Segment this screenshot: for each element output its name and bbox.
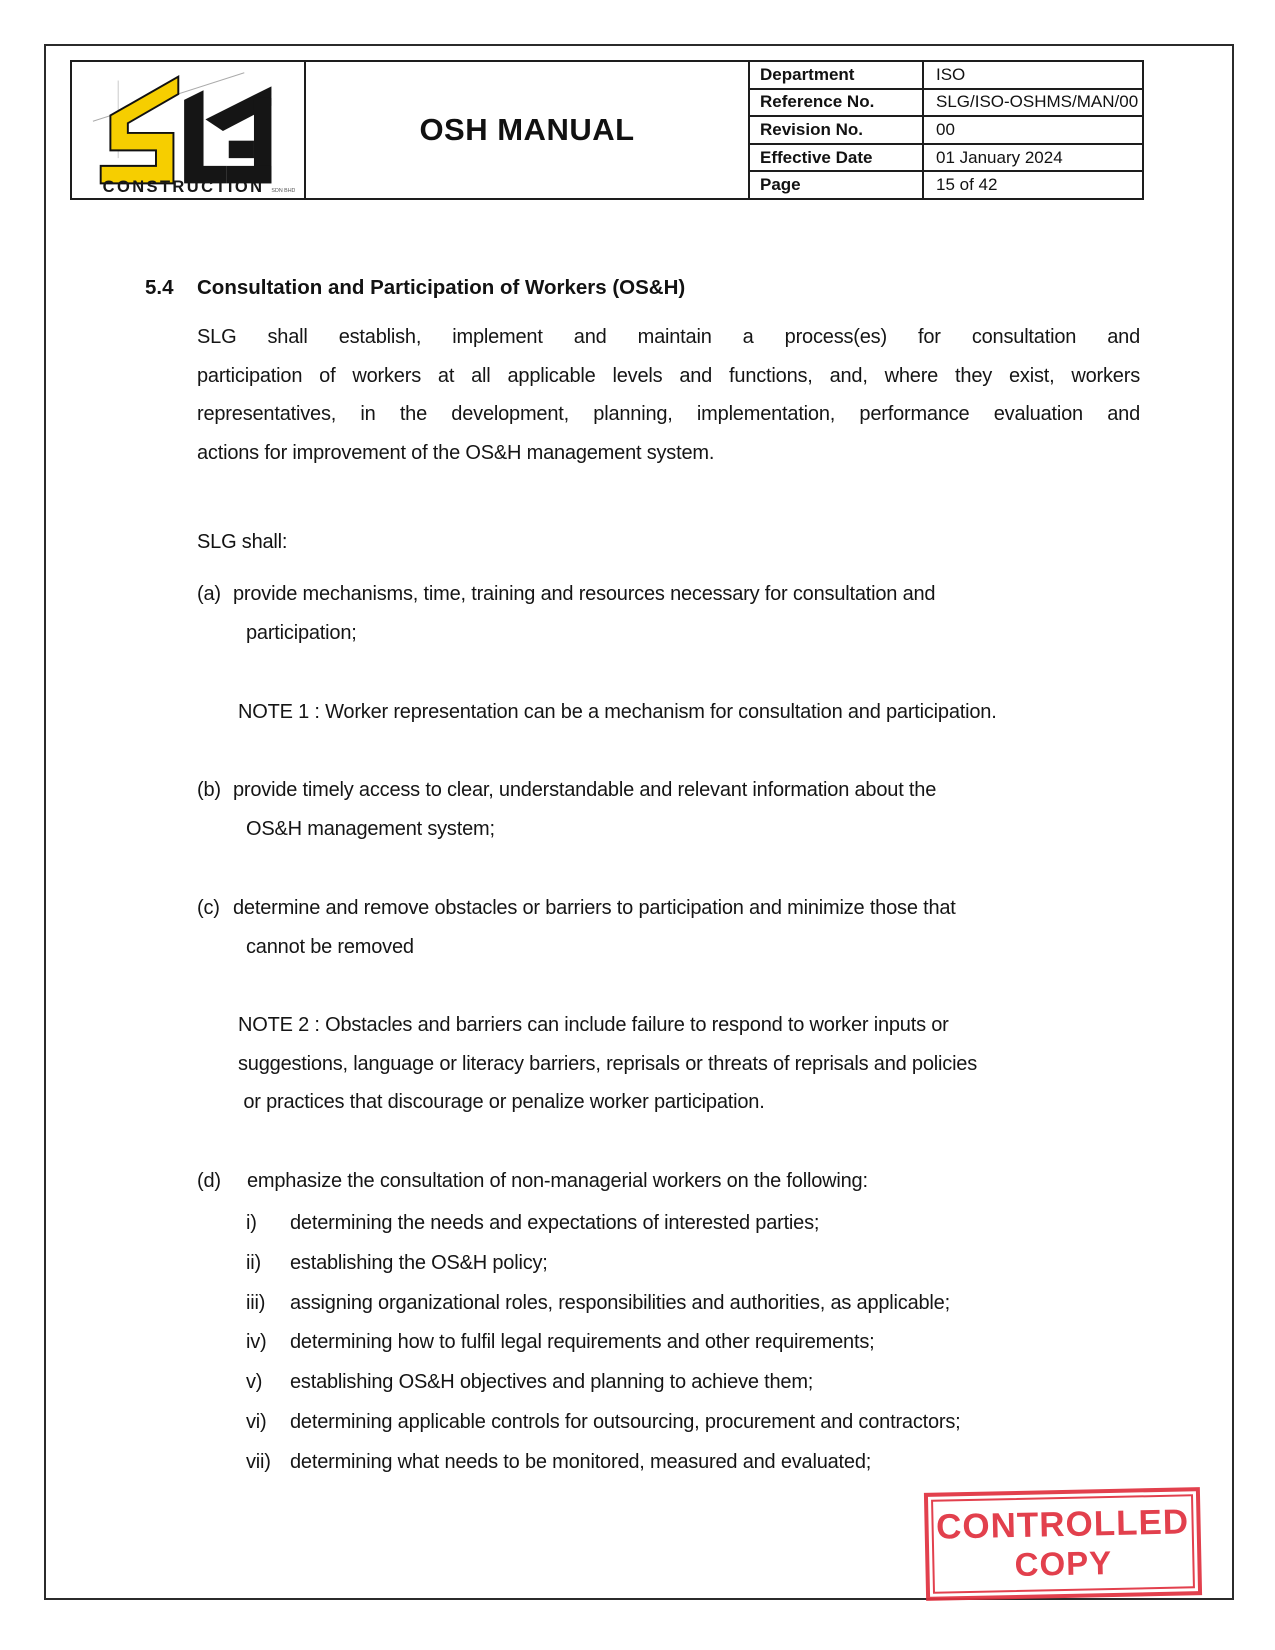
info-row-department [750, 62, 1142, 90]
stamp-inner-border [931, 1494, 1195, 1593]
sub-list-marker: i) [246, 1212, 257, 1234]
list-marker: (b) [197, 779, 221, 801]
note-line: NOTE 1 : Worker representation can be a mechanism for consultation and participation. [238, 701, 997, 723]
paragraph-line: participation of workers at all applicable levels and functions, and, where they exist, workers [197, 364, 1140, 387]
note-1 [238, 693, 997, 732]
sub-list-marker: iv) [246, 1331, 267, 1354]
sub-list-item [246, 1284, 961, 1324]
list-item-line: OS&H management system; [246, 817, 495, 840]
info-row-effective-date [750, 145, 1142, 173]
document-info-table [750, 62, 1142, 198]
note-2 [238, 1006, 977, 1122]
note-line: or practices that discourage or penalize worker participation. [238, 1091, 765, 1114]
list-item-line: determine and remove obstacles or barriers to participation and minimize those that [233, 897, 956, 919]
sub-list-text: establishing the OS&H policy; [290, 1251, 548, 1274]
sub-list-marker: vi) [246, 1410, 267, 1433]
info-label: Effective Date [750, 145, 924, 171]
list-marker: (a) [197, 583, 221, 605]
info-value: 15 of 42 [936, 175, 998, 195]
stamp-text-line2: COPY [1014, 1543, 1113, 1584]
list-item-line: cannot be removed [246, 935, 414, 958]
controlled-copy-stamp [924, 1487, 1202, 1601]
sub-list-item [246, 1443, 961, 1483]
info-row-reference-no [750, 90, 1142, 118]
sub-list-item [246, 1363, 961, 1403]
info-value: SLG/ISO-OSHMS/MAN/00 [936, 92, 1139, 112]
logo-suffix-text: SDN BHD [271, 188, 295, 195]
sub-list-item [246, 1244, 961, 1284]
section-heading [145, 276, 685, 300]
info-row-revision-no [750, 117, 1142, 145]
logo-construction-text: CONSTRUCTION [102, 178, 265, 195]
sub-list-text: assigning organizational roles, responsibilities and authorities, as applicable; [290, 1291, 950, 1314]
list-item-d [197, 1162, 868, 1201]
sub-list-item [246, 1204, 961, 1244]
sub-list-marker: v) [246, 1371, 263, 1394]
logo-letter-l-shape [184, 90, 227, 183]
sub-list-text: determining how to fulfil legal requirements and other requirements; [290, 1331, 875, 1354]
sub-list-text: determining applicable controls for outsourcing, procurement and contractors; [290, 1410, 961, 1433]
logo-letter-g-crossbar-shape [229, 141, 254, 158]
list-item-line: provide mechanisms, time, training and resources necessary for consultation and [233, 583, 936, 605]
stamp-text-line1: CONTROLLED [935, 1502, 1190, 1547]
section-title: Consultation and Participation of Workers (OS&H) [197, 276, 686, 299]
header-table [70, 60, 1144, 200]
info-label: Revision No. [750, 117, 924, 143]
info-label: Department [750, 62, 924, 88]
paragraph-line: SLG shall establish, implement and maintain a process(es) for consultation and [197, 326, 1140, 348]
note-line: suggestions, language or literacy barriers, reprisals or threats of reprisals and policies [238, 1052, 978, 1075]
list-marker: (c) [197, 897, 220, 919]
roman-sub-list [246, 1204, 961, 1483]
list-item-line: provide timely access to clear, understandable and relevant information about the [233, 779, 937, 801]
sub-list-marker: iii) [246, 1291, 266, 1314]
info-label: Reference No. [750, 90, 924, 116]
info-value: 00 [936, 119, 955, 139]
sub-list-text: determining the needs and expectations of interested parties; [290, 1212, 820, 1234]
paragraph-line: representatives, in the development, planning, implementation, performance evaluation and [197, 403, 1140, 426]
list-item-a [197, 575, 935, 652]
logo-letter-s-shape [101, 77, 179, 184]
document-title: OSH MANUAL [419, 112, 635, 147]
sub-list-marker: ii) [246, 1251, 261, 1274]
section-number: 5.4 [145, 276, 174, 299]
manual-title-cell [306, 62, 750, 198]
list-item-line: emphasize the consultation of non-managerial workers on the following: [247, 1170, 868, 1192]
paragraph-line: actions for improvement of the OS&H management system. [197, 441, 715, 464]
sub-list-text: determining what needs to be monitored, measured and evaluated; [290, 1450, 872, 1473]
list-item-b [197, 771, 936, 848]
list-item-line: participation; [246, 621, 357, 644]
list-item-c [197, 889, 956, 966]
intro-paragraph [197, 318, 1140, 472]
info-label: Page [750, 172, 924, 198]
note-line: NOTE 2 : Obstacles and barriers can include failure to respond to worker inputs or [238, 1014, 949, 1036]
sub-list-item [246, 1403, 961, 1443]
company-logo-cell [72, 62, 306, 198]
sub-list-marker: vii) [246, 1450, 271, 1473]
info-value: 01 January 2024 [936, 147, 1063, 167]
list-intro: SLG shall: [197, 531, 288, 553]
info-row-page [750, 172, 1142, 198]
sub-list-item [246, 1323, 961, 1363]
list-marker: (d) [197, 1170, 221, 1192]
info-value: ISO [936, 64, 966, 84]
sub-list-text: establishing OS&H objectives and planning to achieve them; [290, 1371, 814, 1394]
slg-construction-logo-icon [81, 65, 295, 195]
